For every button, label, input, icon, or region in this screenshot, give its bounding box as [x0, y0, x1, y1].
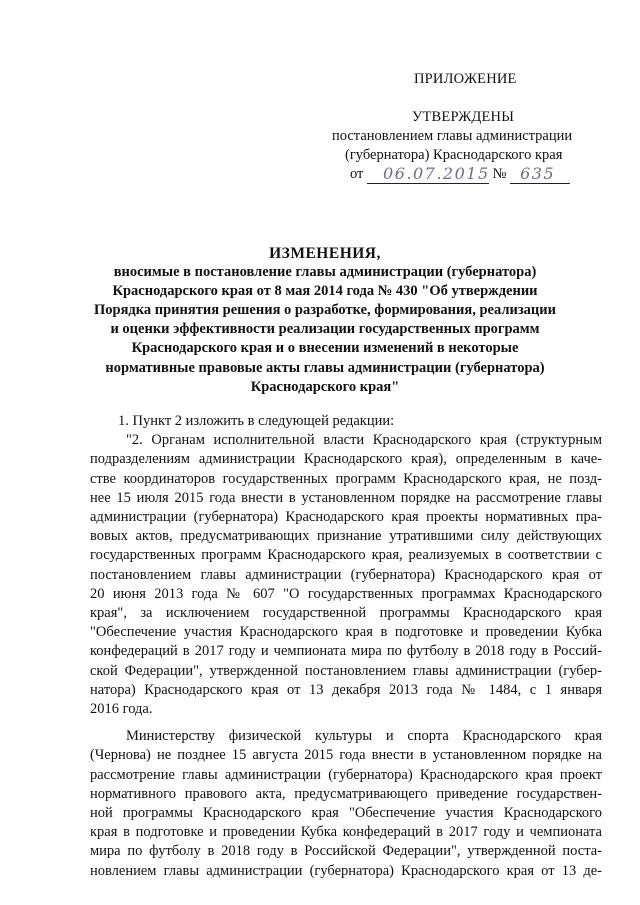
number-field — [510, 164, 570, 184]
title-line: Порядка принятия решения о разработке, формирования, реализации — [93, 302, 556, 319]
body-line: ной программы Краснодарского края "Обеспечение участия Краснодарского — [90, 805, 602, 822]
title-line: Краснодарского края" — [250, 378, 400, 395]
body-line: государственных программ Краснодарского края, реализуемых в соответствии с — [90, 547, 602, 564]
body-line: края", за исключением государственной программы Краснодарского края — [90, 605, 602, 622]
title-line: Краснодарского края и о внесении изменений в некоторые — [131, 340, 519, 357]
body-line: края в подготовке и проведении Кубка конфедераций в 2017 году и чемпионата — [90, 824, 602, 841]
body-line: рассмотрение главы администрации (губернатора) Краснодарского края проект — [90, 766, 602, 783]
approval-date-number-line — [350, 165, 570, 184]
document-body — [90, 412, 602, 881]
body-line: "2. Органам исполнительной власти Краснодарского края (структурным — [126, 432, 602, 449]
body-line: нее 15 июля 2015 года внести в установленном порядке на рассмотрение главы — [90, 489, 602, 506]
body-line: "Обеспечение участия Краснодарского края в подготовке и проведении Кубка — [90, 624, 602, 641]
body-line: 1. Пункт 2 изложить в следующей редакции: — [118, 413, 395, 429]
handwritten-date: 06.07.2015 — [383, 164, 490, 183]
body-line: нормативного правового акта, предусматривающего приведение государствен- — [90, 785, 602, 802]
number-label: № — [492, 166, 507, 182]
body-line: натора) Краснодарского края от 13 декабря 2013 года № 1484, с 1 января — [90, 681, 602, 698]
body-line: конфедераций в 2017 году и чемпионата мира по футболу в 2018 году в Россий- — [90, 643, 602, 660]
body-line: подразделениям администрации Краснодарского края), определенным в каче- — [90, 451, 602, 468]
body-line: (Чернова) не позднее 15 августа 2015 года внести в установленном порядке на — [90, 747, 602, 764]
body-line: новлением главы администрации (губернатора) Краснодарского края от 13 де- — [90, 862, 602, 879]
body-line: стве координаторов государственных программ Краснодарского края, не позд- — [90, 470, 602, 487]
body-line: 20 июня 2013 года № 607 "О государственных программах Краснодарского — [90, 585, 602, 602]
body-line: 2016 года. — [90, 701, 153, 718]
approval-line-2: (губернатора) Краснодарского края — [345, 147, 563, 163]
body-line: Министерству физической культуры и спорта Краснодарского края — [126, 728, 602, 745]
appendix-label: ПРИЛОЖЕНИЕ — [414, 71, 517, 87]
body-line: вовых актов, предусматривающих признание утратившими силу действующих — [90, 528, 602, 545]
body-line: ской Федерации", утвержденной постановлением главы администрации (губер- — [90, 662, 602, 679]
body-line: постановлением главы администрации (губернатора) Краснодарского края от — [90, 566, 602, 583]
approved-label: УТВЕРЖДЕНЫ — [412, 109, 515, 125]
handwritten-number: 635 — [520, 164, 556, 183]
title-line: нормативные правовые акты главы администрации (губернатора) — [105, 359, 545, 376]
title-line: и оценки эффективности реализации государственных программ — [110, 321, 540, 338]
body-line: администрации (губернатора) Краснодарского края проекты нормативных пра- — [90, 509, 602, 526]
title-heading: ИЗМЕНЕНИЯ, — [269, 245, 381, 262]
date-field — [367, 164, 490, 184]
title-line: Краснодарского края от 8 мая 2014 года № 430 "Об утверждении — [112, 283, 538, 300]
title-line: вносимые в постановление главы администрации (губернатора) — [113, 264, 537, 281]
approval-line-1: постановлением главы администрации — [332, 128, 573, 144]
body-line: мира по футболу в 2018 году в Российской Федерации", утвержденной поста- — [90, 843, 602, 860]
paragraph-gap — [90, 719, 602, 727]
from-label: от — [350, 166, 364, 182]
document-title — [90, 244, 560, 397]
